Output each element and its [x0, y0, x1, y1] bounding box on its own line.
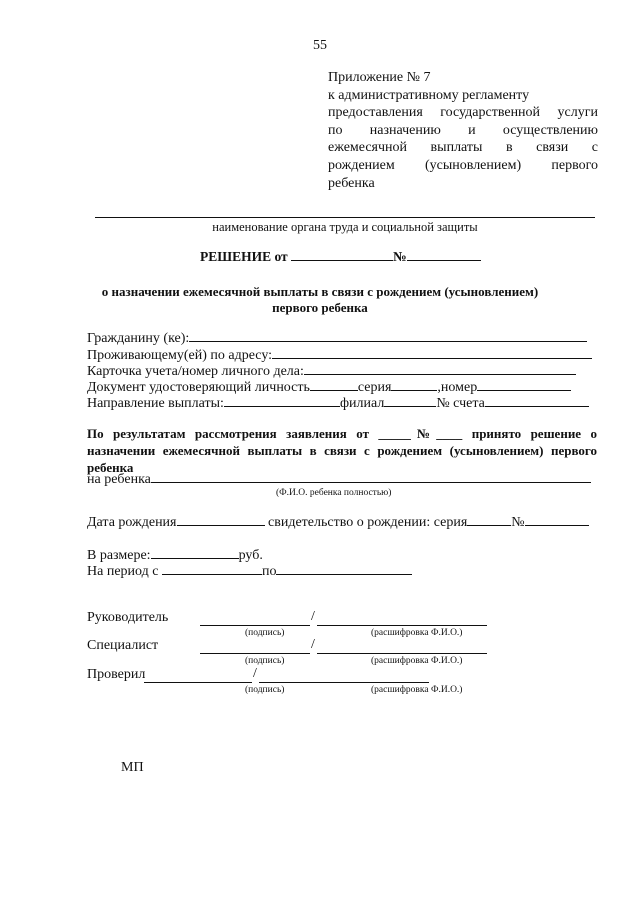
child-name-field[interactable]	[151, 471, 591, 483]
series-field[interactable]	[391, 379, 437, 391]
result-line-2: назначении ежемесячной выплаты в связи с рождением (усыновлением) первого	[87, 443, 597, 458]
birth-row	[87, 514, 589, 531]
amount-label: В размере:	[87, 548, 151, 563]
card-label: Карточка учета/номер личного дела:	[87, 364, 304, 379]
number-field[interactable]	[477, 379, 571, 391]
decision-number-label: №	[393, 249, 407, 264]
direction-field[interactable]	[224, 395, 340, 407]
birth-date-label: Дата рождения	[87, 515, 177, 530]
id-doc-label: Документ удостоверяющий личность	[87, 380, 310, 395]
address-row	[87, 347, 592, 364]
amount-unit: руб.	[238, 548, 263, 563]
period-label: На период с	[87, 564, 159, 579]
checked-sign-field[interactable]	[144, 682, 252, 683]
birth-cert-label: свидетельство о рождении: серия	[268, 515, 468, 530]
child-caption: (Ф.И.О. ребенка полностью)	[276, 488, 392, 498]
page-number: 55	[313, 38, 327, 53]
amount-field[interactable]	[151, 547, 239, 559]
citizen-field[interactable]	[189, 330, 587, 342]
decision-subject-line-2: первого ребенка	[272, 300, 368, 315]
specialist-sign-field[interactable]	[200, 653, 310, 654]
decision-subject-line-1: о назначении ежемесячной выплаты в связи с рождением (усыновлением)	[101, 284, 539, 299]
specialist-label: Специалист	[87, 638, 159, 653]
head-label: Руководитель	[87, 610, 169, 625]
branch-field[interactable]	[384, 395, 436, 407]
authority-line[interactable]	[95, 217, 595, 218]
annex-line-5: ежемесячной выплаты в связи с	[328, 140, 598, 156]
birth-cert-number-label: №	[511, 515, 525, 530]
direction-label: Направление выплаты:	[87, 396, 224, 411]
annex-line-3: предоставления государственной услуги	[328, 105, 598, 121]
specialist-slash: /	[311, 637, 315, 652]
decision-title: РЕШЕНИЕ от	[200, 249, 288, 264]
result-line-3: ребенка	[87, 460, 134, 475]
checked-name-field[interactable]	[259, 682, 429, 683]
number-label: ,номер	[437, 380, 478, 395]
annex-header	[328, 69, 598, 192]
result-paragraph	[87, 425, 597, 476]
id-doc-row	[87, 379, 571, 396]
address-label: Проживающему(ей) по адресу:	[87, 348, 273, 363]
card-row	[87, 363, 576, 380]
annex-line-4: по назначению и осуществлению	[328, 122, 598, 138]
specialist-name-field[interactable]	[317, 653, 487, 654]
id-doc-type-field[interactable]	[310, 379, 358, 391]
annex-line-7: ребенка	[328, 175, 375, 191]
result-line-1: По результатам рассмотрения заявления от _____№____ принято решение о	[87, 426, 597, 441]
annex-line-6: рождением (усыновлением) первого	[328, 157, 598, 173]
annex-line-1: Приложение № 7	[328, 70, 431, 85]
period-row	[87, 563, 412, 580]
series-label: серия	[357, 380, 392, 395]
birth-date-field[interactable]	[177, 514, 265, 526]
decision-title-row	[200, 249, 481, 265]
card-field[interactable]	[304, 363, 576, 375]
decision-date-field[interactable]	[291, 249, 393, 261]
stamp-place: МП	[121, 760, 144, 775]
child-label: на ребенка	[87, 472, 151, 487]
period-to-label: по	[261, 564, 277, 579]
head-sign-field[interactable]	[200, 625, 310, 626]
authority-caption: наименование органа труда и социальной защиты	[212, 220, 478, 234]
specialist-sign-caption: (подпись)	[245, 656, 285, 666]
decision-number-field[interactable]	[407, 249, 481, 261]
amount-row	[87, 547, 263, 564]
direction-row	[87, 395, 589, 412]
branch-label: филиал	[339, 396, 385, 411]
head-name-field[interactable]	[317, 625, 487, 626]
child-row	[87, 471, 591, 488]
annex-line-2: к административному регламенту	[328, 87, 530, 103]
account-label: № счета	[436, 396, 485, 411]
citizen-row	[87, 330, 587, 347]
period-from-field[interactable]	[162, 563, 262, 575]
account-field[interactable]	[485, 395, 589, 407]
head-sign-caption: (подпись)	[245, 628, 285, 638]
citizen-label: Гражданину (ке):	[87, 331, 190, 346]
head-slash: /	[311, 609, 315, 624]
birth-cert-series-field[interactable]	[467, 514, 511, 526]
specialist-name-caption: (расшифровка Ф.И.О.)	[371, 656, 463, 666]
period-to-field[interactable]	[276, 563, 412, 575]
checked-sign-caption: (подпись)	[245, 685, 285, 695]
birth-cert-number-field[interactable]	[525, 514, 589, 526]
head-name-caption: (расшифровка Ф.И.О.)	[371, 628, 463, 638]
checked-name-caption: (расшифровка Ф.И.О.)	[371, 685, 463, 695]
checked-slash: /	[253, 666, 257, 681]
address-field[interactable]	[272, 347, 592, 359]
checked-label: Проверил	[87, 667, 146, 682]
